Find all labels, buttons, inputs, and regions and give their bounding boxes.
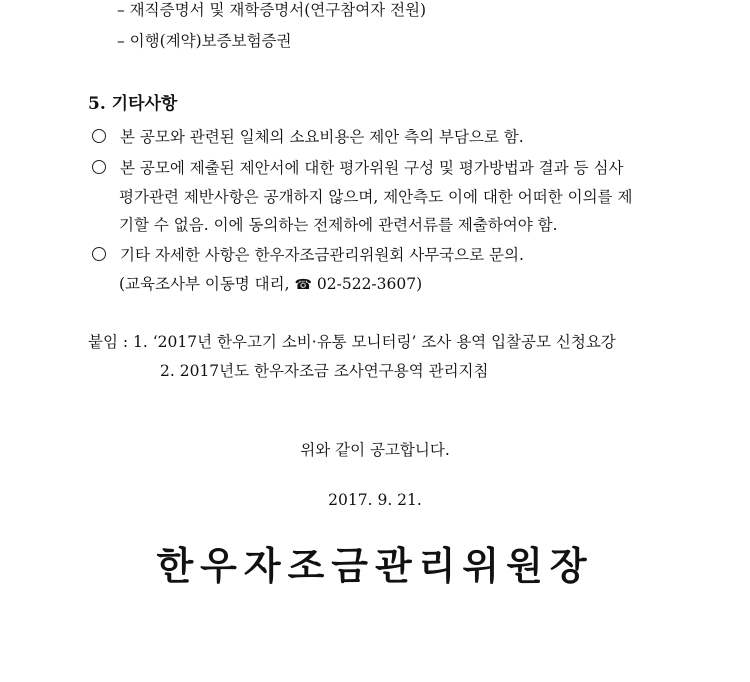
bullet-item-inquiry xyxy=(92,245,524,265)
attachment-line-1: 붙임 : 1. ‘2017년 한우고기 소비·유통 모니터링’ 조사 용역 입찰공모 신청요강 xyxy=(88,333,616,351)
contact-info xyxy=(119,274,422,295)
list-item-guarantee-insurance: – 이행(계약)보증보험증권 xyxy=(117,32,292,50)
list-item-certificates: – 재직증명서 및 재학증명서(연구참여자 전원) xyxy=(117,1,427,19)
bullet-continuation: 기할 수 없음. 이에 동의하는 전제하에 관련서류를 제출하여야 함. xyxy=(119,216,558,234)
bullet-item-evaluation xyxy=(92,158,623,178)
circle-bullet-icon xyxy=(92,247,106,261)
bullet-item-cost xyxy=(92,127,524,147)
attachment-line-2: 2. 2017년도 한우자조금 조사연구용역 관리지침 xyxy=(160,362,489,380)
phone-icon: ☎ xyxy=(294,277,312,293)
section-title: 5. 기타사항 xyxy=(88,94,178,114)
bullet-text: 본 공모에 제출된 제안서에 대한 평가위원 구성 및 평가방법과 결과 등 심사 xyxy=(120,159,624,177)
bullet-text: 기타 자세한 사항은 한우자조금관리위원회 사무국으로 문의. xyxy=(120,246,524,264)
announcement-date: 2017. 9. 21. xyxy=(328,491,422,509)
bullet-continuation: 평가관련 제반사항은 공개하지 않으며, 제안측도 이에 대한 어떠한 이의를 제 xyxy=(119,188,633,206)
contact-person: (교육조사부 이동명 대리, xyxy=(119,275,295,293)
signature-title: 한우자조금관리위원장 xyxy=(156,543,594,588)
closing-statement: 위와 같이 공고합니다. xyxy=(300,441,450,459)
circle-bullet-icon xyxy=(92,160,106,174)
circle-bullet-icon xyxy=(92,129,106,143)
bullet-text: 본 공모와 관련된 일체의 소요비용은 제안 측의 부담으로 함. xyxy=(120,128,524,146)
contact-phone: 02-522-3607) xyxy=(311,275,423,293)
